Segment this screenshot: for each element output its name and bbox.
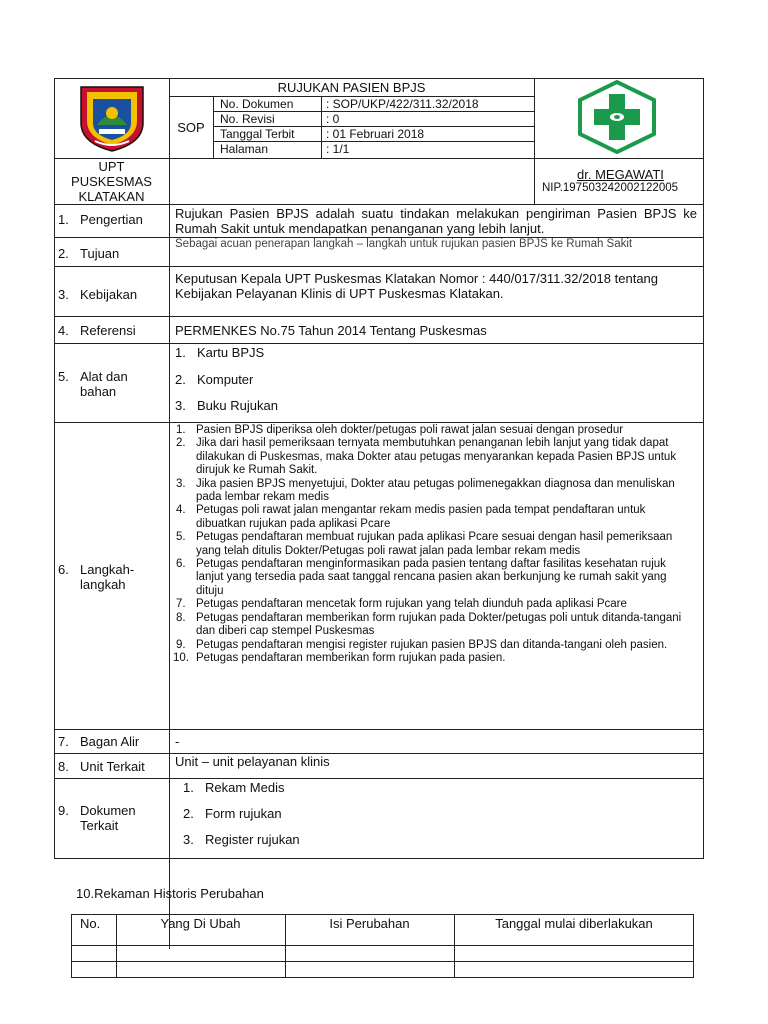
step-number: 3. [176,477,186,490]
step-text: Petugas pendaftaran membuat rujukan pada aplikasi Pcare sesuai dengan hasil pemeriksaan yang telah ditulis Dokter/Petugas poli rawat jalan pada lembar rekam medis [196,531,673,557]
dokumen-item-text: Register rujukan [205,832,300,847]
step-text: Petugas pendaftaran menginformasikan pada pasien tentang daftar fasilitas kesehatan rujuk lanjut yang tersedia pada saat tanggal rencana pasien akan berkunjung ke rumah sakit yang dituju [196,558,667,597]
unit-text: Unit – unit pelayanan klinis [175,754,330,769]
step-number: 8. [176,611,186,624]
section-label-text: Referensi [80,323,136,338]
section-number: 1. [58,212,69,227]
alat-item: 3. Buku Rujukan [175,398,278,413]
referensi-text: PERMENKES No.75 Tahun 2014 Tentang Puskesmas [175,323,487,338]
step-item [173,652,695,665]
dokumen-item-text: Rekam Medis [205,780,285,795]
step-text: Jika pasien BPJS menyetujui, Dokter atau petugas polimenegakkan diagnosa dan menuliskan pada lembar rekam medis [196,477,675,504]
divider [321,96,322,158]
meta-label-halaman: Halaman [220,142,269,156]
steps-list [173,424,695,665]
section-label-text: Terkait [80,818,119,833]
step-item [173,598,695,611]
step-text: Jika dari hasil pemeriksaan ternyata membutuhkan penanganan lebih lanjut yang tidak dapat dilakukan di Puskesmas, maka Dokter atau petugas menyarankan kepada Pasien BPJS untuk dirujuk ke Rumah Sakit. [196,437,677,477]
alat-item-text: Buku Rujukan [197,398,278,413]
divider [54,729,704,730]
step-text: Petugas pendaftaran mencetak form rujukan yang telah diunduh pada aplikasi Pcare [196,598,627,611]
org-name [54,159,169,204]
dokumen-item: 3. Register rujukan [183,832,300,847]
step-item [173,437,695,477]
history-col-header: Yang Di Ubah [160,916,241,931]
divider [54,316,704,317]
document-title: RUJUKAN PASIEN BPJS [277,80,426,95]
step-text: Pasien BPJS diperiksa oleh dokter/petugas poli rawat jalan sesuai dengan prosedur [196,424,624,436]
section-number: 4. [58,323,69,338]
section-number: 5. [58,369,69,384]
divider [54,266,704,267]
bagan-text: - [175,734,180,749]
signer-nip: NIP.197503242002122005 [542,182,679,194]
divider [54,778,704,779]
section-label-text: Unit Terkait [80,759,145,774]
regional-emblem-icon [73,83,151,153]
meta-label-tanggal-terbit: Tanggal Terbit [220,127,295,141]
section-number: 7. [58,734,69,749]
section-label-pengertian [58,212,143,227]
section-label-text: Tujuan [80,246,120,261]
step-number: 6. [176,558,186,571]
sop-label: SOP [177,120,205,135]
step-number: 7. [176,598,186,611]
step-number: 5. [176,531,186,544]
step-text: Petugas pendaftaran mengisi register rujukan pasien BPJS dan ditanda-tangani oleh pasien. [196,638,668,651]
divider [54,422,704,423]
meta-label-no-dokumen: No. Dokumen [220,97,294,111]
step-number: 2. [176,437,186,450]
puskesmas-logo-icon [576,80,658,154]
step-number: 1. [176,424,186,436]
signer-name: dr. MEGAWATI [577,167,664,182]
org-line: KLATAKAN [78,189,145,204]
section-label-text: Alat dan [80,369,128,384]
section-label-unit [58,759,145,774]
dokumen-item: 2. Form rujukan [183,806,282,821]
section-label-dokumen [58,803,136,833]
section-label-langkah [58,562,134,592]
section-label-text: Kebijakan [80,287,138,302]
alat-item-text: Kartu BPJS [197,345,265,360]
org-line: UPT [98,159,125,174]
divider [213,96,214,158]
section-label-text: Pengertian [80,212,143,227]
divider [54,858,704,859]
alat-item: 2. Komputer [175,372,254,387]
section-label-text: langkah [80,577,126,592]
tujuan-text: Sebagai acuan penerapan langkah – langkah untuk rujukan pasien BPJS ke Rumah Sakit [175,238,633,250]
section-number: 9. [58,803,69,818]
section-number: 3. [58,287,69,302]
section-label-text: Langkah- [80,562,135,577]
section-label-kebijakan [58,287,137,302]
pengertian-text: Rujukan Pasien BPJS adalah suatu tindakan melakukan pengiriman Pasien BPJS ke Rumah Sakit untuk mendapatkan penanganan yang lebih lanjut. [175,206,697,236]
alat-item-text: Komputer [197,372,254,387]
alat-item: 1. Kartu BPJS [175,345,265,360]
step-text: Petugas poli rawat jalan mengantar rekam medis pasien pada tempat pendaftaran untuk dibuatkan rujukan pada aplikasi Pcare [196,504,646,530]
history-col-header: No. [80,916,101,931]
step-number: 9. [176,638,186,651]
meta-value-halaman: : 1/1 [326,142,350,156]
section-label-referensi [58,323,136,338]
step-item [173,531,695,558]
step-text: Petugas pendaftaran memberikan form rujukan pada Dokter/petugas poli untuk ditanda-tangani dan diberi cap stempel Puskesmas [196,611,682,638]
step-item [173,478,695,505]
history-col-header: Isi Perubahan [329,916,410,931]
step-text: Petugas pendaftaran memberikan form rujukan pada pasien. [196,651,506,664]
section-label-text: bahan [80,384,117,399]
step-item [173,612,695,639]
section-number: 2. [58,246,69,261]
history-title: 10.Rekaman Historis Perubahan [76,886,264,901]
body-table-right [703,205,704,859]
kebijakan-text: Keputusan Kepala UPT Puskesmas Klatakan Nomor : 440/017/311.32/2018 tentang Kebijakan Pelayanan Klinis di UPT Puskesmas Klatakan. [175,271,659,301]
section-number: 8. [58,759,69,774]
history-col-header: Tanggal mulai diberlakukan [495,916,653,931]
divider [534,78,535,205]
dokumen-item: 1. Rekam Medis [183,780,285,795]
step-number: 4. [176,504,186,517]
section-label-alat [58,369,128,399]
divider [54,343,704,344]
meta-value-no-dokumen: : SOP/UKP/422/311.32/2018 [326,97,479,111]
divider [71,961,694,962]
divider [71,945,694,946]
meta-label-no-revisi: No. Revisi [220,112,275,126]
org-line: PUSKESMAS [71,174,152,189]
section-label-text: Dokumen [80,803,136,818]
section-number: 6. [58,562,69,577]
section-label-tujuan [58,246,119,261]
step-item [173,424,695,437]
section-label-text: Bagan Alir [80,734,140,749]
divider [54,753,704,754]
dokumen-item-text: Form rujukan [205,806,282,821]
divider [169,78,170,949]
step-number: 10. [173,651,189,664]
step-item [173,558,695,598]
section-label-bagan [58,734,139,749]
step-item [173,639,695,652]
step-item [173,504,695,531]
meta-value-tanggal-terbit: : 01 Februari 2018 [326,127,425,141]
body-table-left [54,205,55,859]
meta-value-no-revisi: : 0 [326,112,340,126]
